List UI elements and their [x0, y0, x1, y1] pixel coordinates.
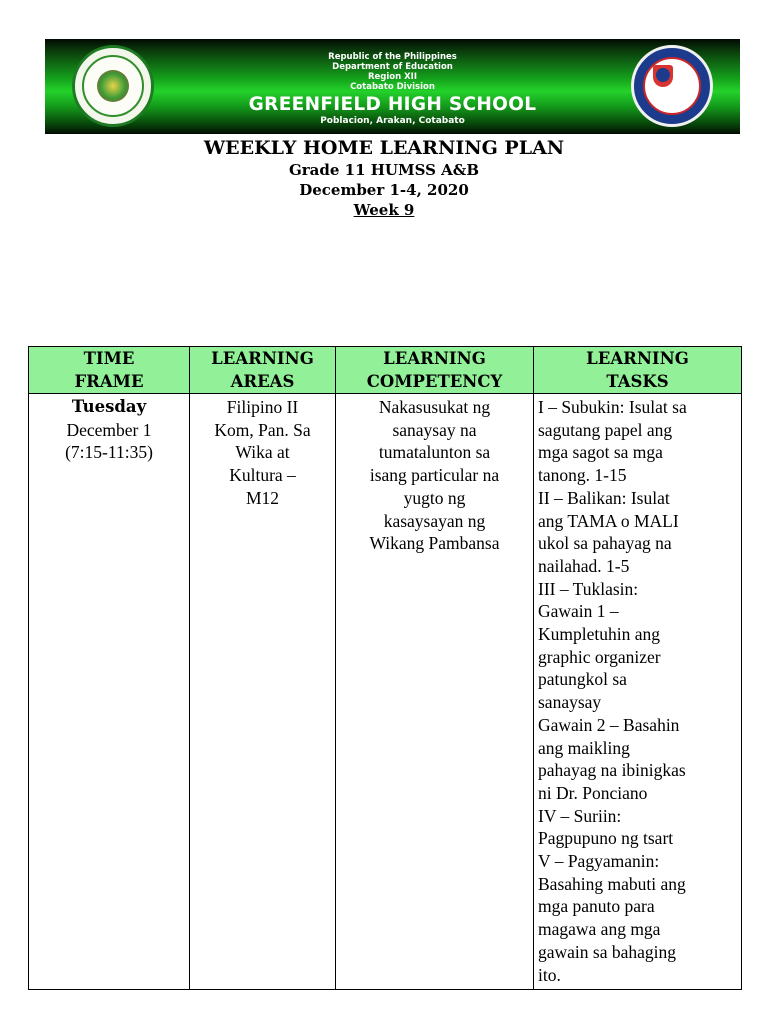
task-line: patungkol sa	[538, 669, 627, 690]
week-text: Week 9	[353, 201, 415, 219]
task-line: ukol sa pahayag na	[538, 533, 672, 554]
task-line: mga panuto para	[538, 896, 655, 917]
week-label	[0, 200, 768, 221]
school-address: Poblacion, Arakan, Cotabato	[320, 116, 465, 126]
task-line: sanaysay	[538, 692, 602, 713]
learning-area-line: Kultura –	[229, 465, 296, 486]
task-line: Basahing mabuti ang	[538, 873, 686, 894]
task-line: nailahad. 1-5	[538, 555, 630, 576]
deped-seal-logo	[631, 45, 713, 127]
task-line: Gawain 1 –	[538, 601, 619, 622]
date-label: December 1	[66, 419, 152, 440]
department-label: Department of Education	[332, 62, 453, 72]
time-frame-cell	[29, 394, 190, 990]
competency-line: tumatalunton sa	[378, 442, 491, 463]
learning-tasks-cell	[534, 394, 742, 990]
seal-emblem-inner	[656, 68, 670, 82]
task-line: sagutang papel ang	[538, 419, 673, 440]
task-line: III – Tuklasin:	[538, 578, 639, 599]
school-seal-logo	[72, 45, 154, 127]
page-title: WEEKLY HOME LEARNING PLAN	[203, 137, 565, 159]
learning-plan-table	[28, 346, 742, 990]
task-line: Gawain 2 – Basahin	[538, 714, 680, 735]
header-line: LEARNING	[211, 349, 314, 368]
time-label: (7:15-11:35)	[65, 442, 153, 463]
competency-line: kasaysayan ng	[383, 510, 486, 531]
header-learning-tasks	[534, 347, 742, 394]
header-line: AREAS	[230, 372, 295, 391]
header-line: TIME	[83, 349, 135, 368]
task-line: II – Balikan: Isulat	[538, 487, 670, 508]
date-range: December 1-4, 2020	[299, 181, 469, 199]
task-line: Kumpletuhin ang	[538, 624, 660, 645]
day-label: Tuesday	[71, 397, 147, 416]
header-line: TASKS	[606, 372, 669, 391]
learning-area-line: Filipino II	[226, 397, 299, 417]
republic-label: Republic of the Philippines	[328, 52, 457, 62]
task-line: ito.	[538, 964, 561, 985]
learning-areas-cell	[190, 394, 336, 990]
school-banner	[45, 39, 740, 134]
header-line: FRAME	[74, 372, 144, 391]
task-line: IV – Suriin:	[538, 805, 622, 826]
learning-area-line: Wika at	[235, 442, 290, 463]
task-line: V – Pagyamanin:	[538, 851, 660, 872]
task-line: graphic organizer	[538, 646, 661, 667]
competency-line: Wikang Pambansa	[369, 533, 500, 554]
competency-line: isang particular na	[369, 465, 500, 486]
task-line: magawa ang mga	[538, 919, 661, 940]
header-line: COMPETENCY	[366, 372, 503, 391]
grade-section: Grade 11 HUMSS A&B	[288, 161, 480, 179]
school-name: GREENFIELD HIGH SCHOOL	[248, 94, 537, 115]
task-line: ang maikling	[538, 737, 630, 758]
region-label: Region XII	[367, 72, 418, 82]
task-line: ni Dr. Ponciano	[538, 782, 648, 803]
competency-line: Nakasusukat ng	[378, 397, 491, 417]
competency-line: yugto ng	[403, 487, 466, 508]
learning-competency-cell	[336, 394, 534, 990]
task-line: mga sagot sa mga	[538, 442, 663, 463]
competency-line: sanaysay na	[392, 419, 477, 440]
task-line: pahayag na ibinigkas	[538, 760, 686, 781]
learning-area-line: Kom, Pan. Sa	[214, 419, 311, 440]
task-line: Pagpupuno ng tsart	[538, 828, 674, 849]
header-learning-areas	[190, 347, 336, 394]
header-line: LEARNING	[383, 349, 486, 368]
task-line: I – Subukin: Isulat sa	[538, 397, 687, 417]
table-row	[29, 394, 742, 990]
division-label: Cotabato Division	[350, 82, 435, 92]
task-line: gawain sa bahaging	[538, 941, 677, 962]
header-learning-competency	[336, 347, 534, 394]
task-line: tanong. 1-15	[538, 465, 627, 486]
task-line: ang TAMA o MALI	[538, 510, 679, 531]
seal-emblem	[97, 70, 129, 102]
learning-area-line: M12	[245, 487, 280, 508]
header-line: LEARNING	[586, 349, 689, 368]
table-header-row	[29, 347, 742, 394]
banner-text	[165, 39, 620, 126]
header-time-frame	[29, 347, 190, 394]
